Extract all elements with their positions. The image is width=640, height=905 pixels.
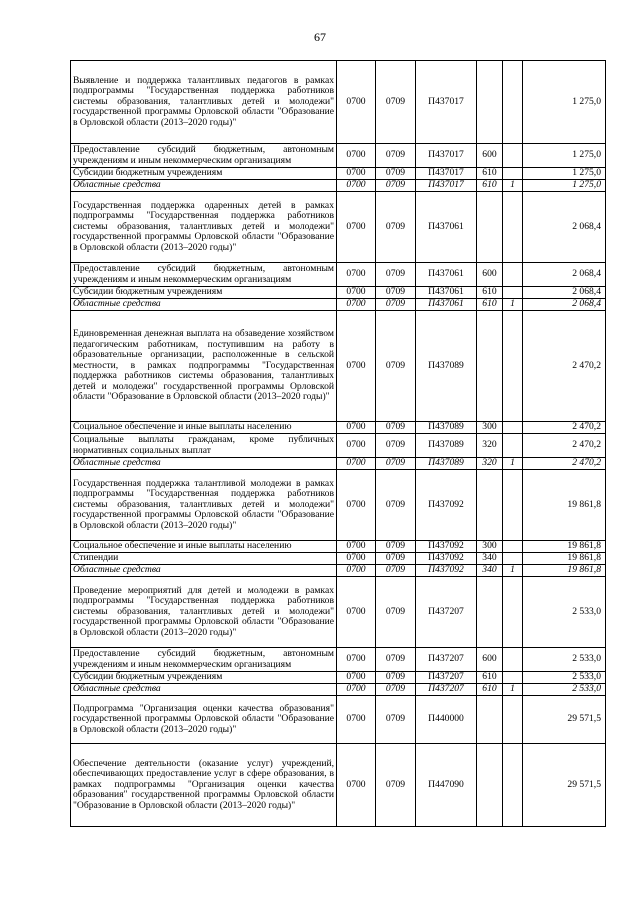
amount-cell: 19 861,8 [523,470,606,541]
amount-cell: 1 275,0 [523,168,606,180]
subsection-code-cell: 0709 [376,192,416,263]
expense-type-code-cell: 610 [477,168,503,180]
row-description-cell: Предоставление субсидий бюджетным, автономным учреждениям и иным некоммерческим организациям [71,263,337,287]
table-row [71,144,606,168]
subsection-code-cell: 0709 [376,311,416,422]
funding-source-code-cell [503,470,523,541]
section-code-cell: 0700 [337,287,376,299]
target-article-code-cell: П437092 [416,541,477,553]
expense-type-code-cell: 600 [477,263,503,287]
section-code-cell: 0700 [337,144,376,168]
target-article-code-cell: П437061 [416,192,477,263]
section-code-cell: 0700 [337,192,376,263]
section-code-cell: 0700 [337,434,376,458]
expense-type-code-cell [477,470,503,541]
amount-cell: 2 533,0 [523,684,606,696]
row-description-cell: Единовременная денежная выплата на обзаведение хозяйством педагогическим работникам, поступившим на работу в образовательные организации, расположенные в сельской местности, в рамках подпрограммы "Государственная поддержка работников системы образования, талантливых детей и молодежи" государственной программы Орловской области "Образование в Орловской области (2013–2020 годы)" [71,311,337,422]
amount-cell: 1 275,0 [523,144,606,168]
funding-source-code-cell: 1 [503,684,523,696]
row-description-cell: Предоставление субсидий бюджетным, автономным учреждениям и иным некоммерческим организациям [71,144,337,168]
funding-source-code-cell [503,648,523,672]
subsection-code-cell: 0709 [376,61,416,144]
subsection-code-cell: 0709 [376,696,416,744]
section-code-cell: 0700 [337,458,376,470]
amount-cell: 1 275,0 [523,180,606,192]
table-row [71,61,606,144]
section-code-cell: 0700 [337,61,376,144]
row-description-cell: Социальные выплаты гражданам, кроме публичных нормативных социальных выплат [71,434,337,458]
section-code-cell: 0700 [337,553,376,565]
section-code-cell: 0700 [337,299,376,311]
row-description-cell: Предоставление субсидий бюджетным, автономным учреждениям и иным некоммерческим организациям [71,648,337,672]
target-article-code-cell: П437092 [416,565,477,577]
amount-cell: 2 470,2 [523,434,606,458]
amount-cell: 2 470,2 [523,311,606,422]
target-article-code-cell: П437017 [416,168,477,180]
target-article-code-cell: П437092 [416,553,477,565]
table-row [71,180,606,192]
subsection-code-cell: 0709 [376,144,416,168]
section-code-cell: 0700 [337,168,376,180]
funding-source-code-cell: 1 [503,458,523,470]
subsection-code-cell: 0709 [376,287,416,299]
funding-source-code-cell [503,672,523,684]
target-article-code-cell: П437089 [416,311,477,422]
target-article-code-cell: П437089 [416,422,477,434]
expense-type-code-cell: 610 [477,180,503,192]
expense-type-code-cell: 320 [477,434,503,458]
amount-cell: 29 571,5 [523,744,606,827]
funding-source-code-cell [503,422,523,434]
amount-cell: 2 533,0 [523,672,606,684]
target-article-code-cell: П437207 [416,672,477,684]
table-row [71,684,606,696]
table-row [71,565,606,577]
amount-cell: 2 533,0 [523,648,606,672]
amount-cell: 19 861,8 [523,553,606,565]
funding-source-code-cell [503,311,523,422]
subsection-code-cell: 0709 [376,180,416,192]
expense-type-code-cell [477,61,503,144]
funding-source-code-cell [503,577,523,648]
subsection-code-cell: 0709 [376,458,416,470]
section-code-cell: 0700 [337,311,376,422]
funding-source-code-cell [503,144,523,168]
funding-source-code-cell [503,61,523,144]
row-description-cell: Государственная поддержка талантливой молодежи в рамках подпрограммы "Государственная поддержка работников системы образования, талантливых детей и молодежи" государственной программы Орловской области "Образование в Орловской области (2013–2020 годы)" [71,470,337,541]
row-description-cell: Областные средства [71,684,337,696]
expense-type-code-cell: 320 [477,458,503,470]
amount-cell: 1 275,0 [523,61,606,144]
expense-type-code-cell: 610 [477,672,503,684]
subsection-code-cell: 0709 [376,648,416,672]
funding-source-code-cell [503,541,523,553]
subsection-code-cell: 0709 [376,744,416,827]
expense-type-code-cell: 600 [477,648,503,672]
row-description-cell: Областные средства [71,180,337,192]
row-description-cell: Выявление и поддержка талантливых педагогов в рамках подпрограммы "Государственная поддержка работников системы образования, талантливых детей и молодежи" государственной программы Орловской области "Образование в Орловской области (2013–2020 годы)" [71,61,337,144]
table-row [71,422,606,434]
row-description-cell: Государственная поддержка одаренных детей в рамках подпрограммы "Государственная поддержка работников системы образования, талантливых детей и молодежи" государственной программы Орловской области "Образование в Орловской области (2013–2020 годы)" [71,192,337,263]
row-description-cell: Обеспечение деятельности (оказание услуг) учреждений, обеспечивающих предоставление услуг в сфере образования, в рамках подпрограммы "Организация оценки качества образования" государственной программы Орловской области "Образование в Орловской области (2013–2020 годы)" [71,744,337,827]
subsection-code-cell: 0709 [376,422,416,434]
table-row [71,553,606,565]
target-article-code-cell: П440000 [416,696,477,744]
budget-table [70,60,606,827]
subsection-code-cell: 0709 [376,553,416,565]
row-description-cell: Субсидии бюджетным учреждениям [71,672,337,684]
section-code-cell: 0700 [337,684,376,696]
section-code-cell: 0700 [337,422,376,434]
table-row [71,648,606,672]
amount-cell: 29 571,5 [523,696,606,744]
funding-source-code-cell [503,696,523,744]
amount-cell: 19 861,8 [523,565,606,577]
funding-source-code-cell [503,553,523,565]
section-code-cell: 0700 [337,180,376,192]
amount-cell: 2 470,2 [523,458,606,470]
section-code-cell: 0700 [337,696,376,744]
table-row [71,744,606,827]
table-row [71,696,606,744]
table-row [71,192,606,263]
target-article-code-cell: П447090 [416,744,477,827]
row-description-cell: Подпрограмма "Организация оценки качества образования" государственной программы Орловской области "Образование в Орловской области (2013–2020 годы)" [71,696,337,744]
row-description-cell: Областные средства [71,458,337,470]
section-code-cell: 0700 [337,263,376,287]
expense-type-code-cell [477,696,503,744]
target-article-code-cell: П437092 [416,470,477,541]
subsection-code-cell: 0709 [376,299,416,311]
expense-type-code-cell: 340 [477,553,503,565]
row-description-cell: Проведение мероприятий для детей и молодежи в рамках подпрограммы "Государственная поддержка работников системы образования, талантливых детей и молодежи" государственной программы Орловской области "Образование в Орловской области (2013–2020 годы)" [71,577,337,648]
target-article-code-cell: П437017 [416,61,477,144]
expense-type-code-cell: 610 [477,684,503,696]
section-code-cell: 0700 [337,744,376,827]
table-row [71,577,606,648]
row-description-cell: Областные средства [71,299,337,311]
funding-source-code-cell [503,192,523,263]
table-row [71,672,606,684]
expense-type-code-cell: 600 [477,144,503,168]
subsection-code-cell: 0709 [376,577,416,648]
funding-source-code-cell: 1 [503,180,523,192]
amount-cell: 2 068,4 [523,287,606,299]
funding-source-code-cell [503,168,523,180]
target-article-code-cell: П437017 [416,144,477,168]
subsection-code-cell: 0709 [376,672,416,684]
target-article-code-cell: П437089 [416,458,477,470]
table-row [71,541,606,553]
table-row [71,458,606,470]
section-code-cell: 0700 [337,565,376,577]
amount-cell: 19 861,8 [523,541,606,553]
target-article-code-cell: П437061 [416,287,477,299]
expense-type-code-cell: 610 [477,299,503,311]
row-description-cell: Областные средства [71,565,337,577]
table-row [71,168,606,180]
subsection-code-cell: 0709 [376,470,416,541]
target-article-code-cell: П437089 [416,434,477,458]
expense-type-code-cell [477,744,503,827]
expense-type-code-cell: 300 [477,541,503,553]
target-article-code-cell: П437207 [416,648,477,672]
target-article-code-cell: П437207 [416,577,477,648]
expense-type-code-cell [477,192,503,263]
section-code-cell: 0700 [337,541,376,553]
subsection-code-cell: 0709 [376,434,416,458]
table-row [71,434,606,458]
amount-cell: 2 068,4 [523,263,606,287]
funding-source-code-cell: 1 [503,565,523,577]
row-description-cell: Социальное обеспечение и иные выплаты населению [71,422,337,434]
amount-cell: 2 470,2 [523,422,606,434]
funding-source-code-cell [503,434,523,458]
page-number: 67 [314,30,326,44]
row-description-cell: Социальное обеспечение и иные выплаты населению [71,541,337,553]
funding-source-code-cell: 1 [503,299,523,311]
expense-type-code-cell [477,311,503,422]
table-row [71,470,606,541]
subsection-code-cell: 0709 [376,541,416,553]
row-description-cell: Субсидии бюджетным учреждениям [71,287,337,299]
row-description-cell: Субсидии бюджетным учреждениям [71,168,337,180]
expense-type-code-cell: 610 [477,287,503,299]
amount-cell: 2 068,4 [523,299,606,311]
section-code-cell: 0700 [337,577,376,648]
funding-source-code-cell [503,744,523,827]
funding-source-code-cell [503,287,523,299]
table-row [71,311,606,422]
subsection-code-cell: 0709 [376,168,416,180]
table-body [71,61,606,827]
target-article-code-cell: П437061 [416,299,477,311]
section-code-cell: 0700 [337,470,376,541]
subsection-code-cell: 0709 [376,565,416,577]
amount-cell: 2 533,0 [523,577,606,648]
funding-source-code-cell [503,263,523,287]
amount-cell: 2 068,4 [523,192,606,263]
subsection-code-cell: 0709 [376,263,416,287]
expense-type-code-cell: 300 [477,422,503,434]
subsection-code-cell: 0709 [376,684,416,696]
table-row [71,263,606,287]
target-article-code-cell: П437061 [416,263,477,287]
target-article-code-cell: П437017 [416,180,477,192]
section-code-cell: 0700 [337,672,376,684]
table-row [71,287,606,299]
table-row [71,299,606,311]
expense-type-code-cell: 340 [477,565,503,577]
expense-type-code-cell [477,577,503,648]
section-code-cell: 0700 [337,648,376,672]
row-description-cell: Стипендии [71,553,337,565]
target-article-code-cell: П437207 [416,684,477,696]
